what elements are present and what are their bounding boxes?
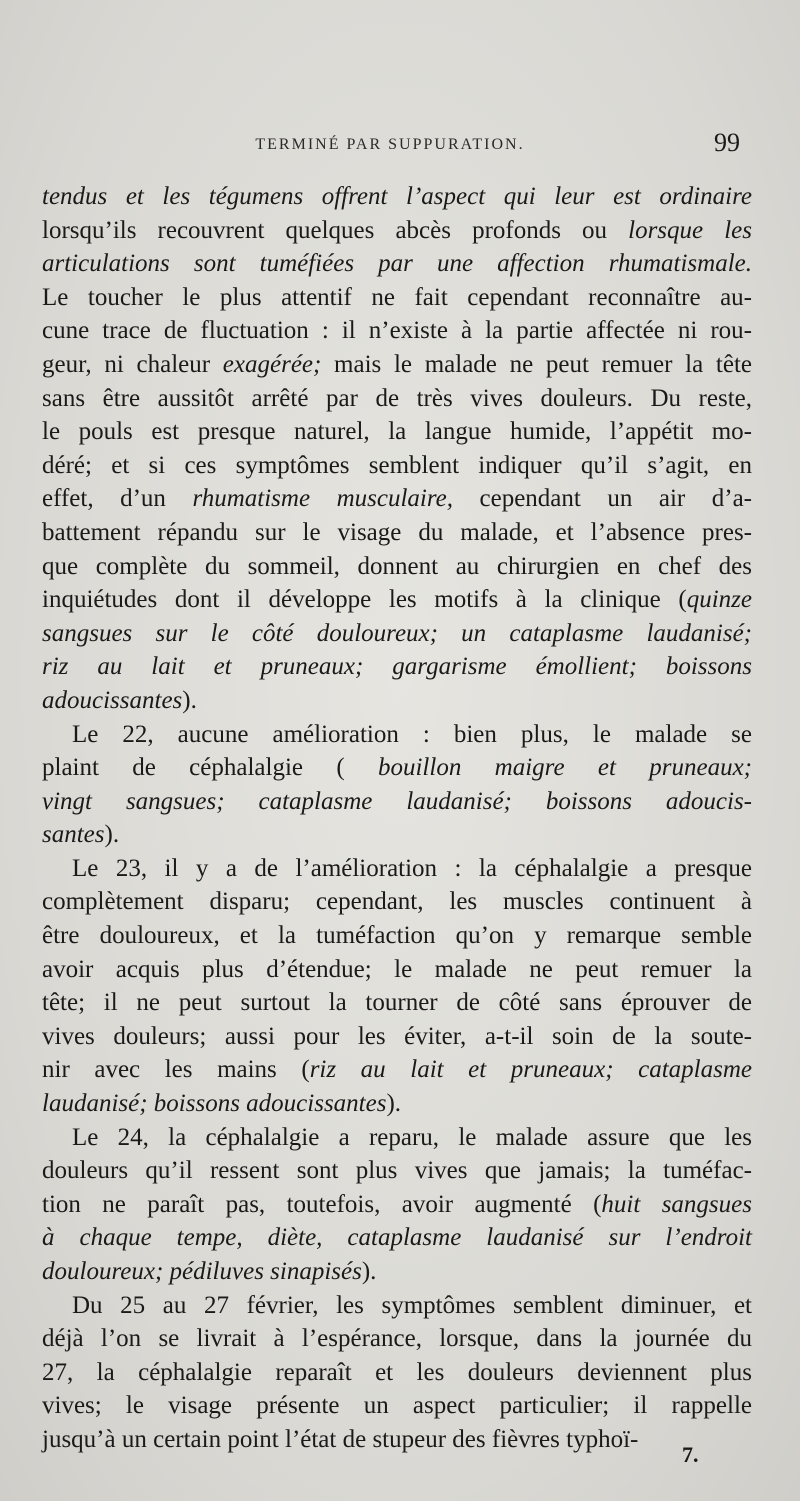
text: inquiétudes dont il développe les motifs à la clinique ( (42, 586, 687, 614)
text: vives; le visage présente un aspect particulier; il rappelle (42, 1392, 752, 1420)
text: cependant un air d’a- (453, 485, 752, 513)
text: plaint de céphalalgie ( (42, 754, 378, 782)
text-line (42, 1053, 752, 1087)
text-line (42, 684, 752, 718)
italic-text: sangsues sur le côté douloureux; un cataplasme laudanisé; (42, 619, 752, 647)
italic-text: douloureux; pédiluves sinapisés (42, 1258, 362, 1285)
text-line (42, 1154, 752, 1188)
text-line (42, 180, 752, 214)
italic-text: tendus et les tégumens offrent l’aspect qui leur est ordinaire (42, 183, 752, 210)
text: Le 22, aucune amélioration : bien plus, le malade se (72, 720, 752, 748)
page-header (40, 128, 740, 168)
text-line (42, 852, 752, 886)
text-line (42, 281, 752, 315)
text-line (42, 885, 752, 919)
text-line (42, 1423, 752, 1457)
text-line (42, 314, 752, 348)
text: 27, la céphalalgie reparaît et les douleurs deviennent plus (42, 1358, 752, 1386)
text: tête; il ne peut surtout la tourner de côté sans éprouver de (42, 989, 752, 1017)
text: complètement disparu; cependant, les muscles continuent à (42, 888, 752, 916)
italic-text: articulations sont tuméfiées par une affection rhumatismale. (42, 250, 752, 278)
text-line (42, 617, 752, 651)
text: être douloureux, et la tuméfaction qu’on y remarque semble (42, 922, 752, 950)
text-line (42, 650, 752, 684)
text-line (42, 247, 752, 281)
running-head: TERMINÉ PAR SUPPURATION. (255, 136, 525, 153)
text-line (42, 718, 752, 752)
page-number: 99 (714, 128, 740, 157)
text-line (42, 449, 752, 483)
text: jusqu’à un certain point l’état de stupeur des fièvres typhoï- (42, 1425, 639, 1453)
text-line (42, 583, 752, 617)
text-line (42, 1389, 752, 1423)
text: ). (361, 1258, 377, 1285)
text-line (42, 785, 752, 819)
text: Le toucher le plus attentif ne fait cependant reconnaître au- (42, 283, 752, 311)
italic-text: exagérée; (222, 350, 322, 378)
text: le pouls est presque naturel, la langue humide, l’appétit mo- (42, 418, 752, 446)
text: battement répandu sur le visage du malade, et l’absence pres- (42, 518, 752, 546)
italic-text: laudanisé; boissons adoucissantes (42, 1090, 387, 1118)
text-line (42, 482, 752, 516)
text-line (42, 214, 752, 248)
text-line (42, 919, 752, 953)
text-line (42, 1289, 752, 1323)
text-line (42, 382, 752, 416)
italic-text: riz au lait et pruneaux; gargarisme émollient; boissons (42, 653, 752, 681)
body-text (42, 180, 752, 1457)
text: Du 25 au 27 février, les symptômes semblent diminuer, et (72, 1291, 752, 1319)
text-line (42, 751, 752, 785)
signature-mark: 7. (682, 1442, 699, 1467)
text: douleurs qu’il ressent sont plus vives que jamais; la tuméfac- (42, 1157, 752, 1185)
text: déjà l’on se livrait à l’espérance, lorsque, dans la journée du (42, 1325, 752, 1353)
text: cune trace de fluctuation : il n’existe à la partie affectée ni rou- (42, 317, 752, 345)
text: vives douleurs; aussi pour les éviter, a-t-il soin de la soute- (42, 1022, 752, 1050)
italic-text: adoucissantes (42, 686, 183, 714)
text-line (42, 1020, 752, 1054)
text-line (42, 415, 752, 449)
text-line (42, 1188, 752, 1222)
text: mais le malade ne peut remuer la tête (321, 350, 752, 378)
text-line (42, 516, 752, 550)
text-line (42, 1255, 752, 1289)
text: sans être aussitôt arrêté par de très vives douleurs. Du reste, (42, 384, 752, 412)
italic-text: à chaque tempe, diète, cataplasme laudanisé sur l’endroit (42, 1224, 752, 1252)
text: que complète du sommeil, donnent au chirurgien en chef des (42, 552, 752, 580)
text: effet, d’un (42, 485, 193, 513)
text-line (42, 953, 752, 987)
italic-text: quinze (686, 586, 752, 614)
text-line (42, 550, 752, 584)
text-line (42, 818, 752, 852)
text: ). (182, 686, 197, 714)
text: ). (104, 821, 120, 849)
italic-text: bouillon maigre et pruneaux; (377, 754, 752, 782)
italic-text: riz au lait et pruneaux; cataplasme (309, 1056, 752, 1084)
text-line (42, 1322, 752, 1356)
text-line (42, 348, 752, 382)
italic-text: huit sangsues (601, 1190, 752, 1218)
text: lorsqu’ils recouvrent quelques abcès profonds ou (42, 216, 629, 244)
text: ). (386, 1090, 402, 1118)
text-line (42, 1087, 752, 1121)
text: Le 24, la céphalalgie a reparu, le malade assure que les (72, 1123, 752, 1151)
italic-text: santes (42, 821, 105, 849)
italic-text: lorsque les (628, 216, 752, 244)
italic-text: rhumatisme musculaire, (192, 485, 453, 513)
text: tion ne paraît pas, toutefois, avoir augmenté ( (42, 1190, 602, 1218)
text: nir avec les mains ( (42, 1056, 310, 1084)
text: geur, ni chaleur (42, 350, 223, 378)
text-line (42, 1356, 752, 1390)
text: Le 23, il y a de l’amélioration : la céphalalgie a presque (72, 854, 752, 882)
text: déré; et si ces symptômes semblent indiquer qu’il s’agit, en (42, 451, 752, 479)
text-line (42, 1121, 752, 1155)
text-line (42, 986, 752, 1020)
text-line (42, 1221, 752, 1255)
italic-text: vingt sangsues; cataplasme laudanisé; boissons adoucis- (42, 787, 752, 815)
text: avoir acquis plus d’étendue; le malade ne peut remuer la (42, 955, 752, 983)
